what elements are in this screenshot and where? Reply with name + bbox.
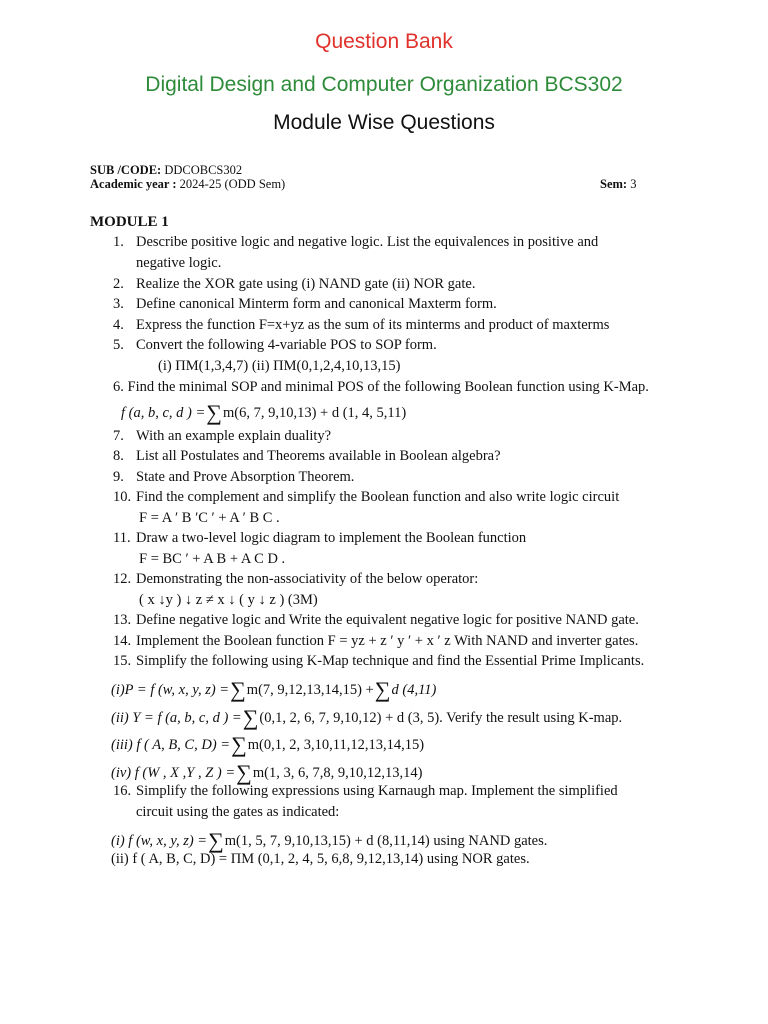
- q2-number: 2.: [113, 276, 124, 292]
- sem-line: [600, 177, 636, 192]
- q15-iv-rhs: m(1, 3, 6, 7,8, 9,10,12,13,14): [252, 765, 423, 781]
- q7-text: With an example explain duality?: [136, 428, 332, 444]
- q8-text: List all Postulates and Theorems available in Boolean algebra?: [136, 448, 501, 464]
- q1-number: 1.: [113, 234, 124, 250]
- q15-text: Simplify the following using K-Map technique and find the Essential Prime Implicants.: [136, 653, 645, 669]
- sigma-icon: ∑: [236, 760, 252, 785]
- q5-parts: (i) ΠM(1,3,4,7) (ii) ΠM(0,1,2,4,10,13,15): [158, 358, 401, 374]
- q13-number: 13.: [113, 612, 132, 628]
- q12-number: 12.: [113, 571, 132, 587]
- q12-text: Demonstrating the non-associativity of the below operator:: [136, 571, 479, 587]
- page-title: Question Bank: [315, 30, 453, 53]
- q1-text: Describe positive logic and negative logic. List the equivalences in positive and: [136, 234, 599, 250]
- sem-value: 3: [630, 177, 637, 191]
- q11-text: Draw a two-level logic diagram to implement the Boolean function: [136, 530, 527, 546]
- q4-text: Express the function F=x+yz as the sum of its minterms and product of maxterms: [136, 317, 610, 333]
- course-title: Digital Design and Computer Organization BCS302: [145, 73, 623, 96]
- q2-text: Realize the XOR gate using (i) NAND gate (ii) NOR gate.: [136, 276, 476, 292]
- q16-i-rhs: m(1, 5, 7, 9,10,13,15) + d (8,11,14) using NAND gates.: [224, 833, 548, 849]
- q11-expression: F = BC ′ + A B + A C D .: [139, 551, 286, 567]
- q3-text: Define canonical Minterm form and canonical Maxterm form.: [136, 296, 497, 312]
- q9-number: 9.: [113, 469, 124, 485]
- q6-lhs: f (a, b, c, d ) =: [121, 405, 206, 421]
- module-heading: MODULE 1: [90, 214, 169, 230]
- sigma-icon: ∑: [230, 677, 246, 702]
- q6-text: 6. Find the minimal SOP and minimal POS of the following Boolean function using K-Map.: [113, 379, 649, 395]
- q15-i-rhs: d (4,11): [391, 682, 437, 698]
- q15-part-i: [111, 677, 436, 703]
- q12-expression: ( x ↓y ) ↓ z ≠ x ↓ ( y ↓ z ) (3M): [139, 592, 318, 608]
- q16-part-ii: (ii) f ( A, B, C, D) = ΠM (0,1, 2, 4, 5, 6,8, 9,12,13,14) using NOR gates.: [111, 851, 530, 867]
- q16-number: 16.: [113, 783, 132, 799]
- q15-i-lhs: (i)P = f (w, x, y, z) =: [111, 682, 230, 698]
- academic-year-label: Academic year :: [90, 177, 177, 191]
- q8-number: 8.: [113, 448, 124, 464]
- q9-text: State and Prove Absorption Theorem.: [136, 469, 355, 485]
- sem-label: Sem:: [600, 177, 628, 191]
- q4-number: 4.: [113, 317, 124, 333]
- q16-text-cont: circuit using the gates as indicated:: [136, 804, 340, 820]
- sigma-icon: ∑: [242, 705, 259, 730]
- q10-number: 10.: [113, 489, 132, 505]
- q16-i-lhs: (i) f (w, x, y, z) =: [111, 833, 208, 849]
- q7-number: 7.: [113, 428, 124, 444]
- q15-i-mid: m(7, 9,12,13,14,15) +: [246, 682, 374, 698]
- q10-expression: F = A ′ B ′C ′ + A ′ B C .: [139, 510, 280, 526]
- sigma-icon: ∑: [208, 828, 224, 853]
- q15-ii-lhs: (ii) Y = f (a, b, c, d ) =: [111, 710, 242, 726]
- academic-year-value: 2024-25 (ODD Sem): [179, 177, 286, 191]
- q5-text: Convert the following 4-variable POS to SOP form.: [136, 337, 437, 353]
- q6-rhs: m(6, 7, 9,10,13) + d (1, 4, 5,11): [222, 405, 407, 421]
- sigma-icon: ∑: [231, 732, 247, 757]
- q15-iv-lhs: (iv) f (W , X ,Y , Z ) =: [111, 765, 236, 781]
- q15-iii-rhs: m(0,1, 2, 3,10,11,12,13,14,15): [247, 737, 425, 753]
- academic-year-line: [90, 177, 285, 192]
- q14-text: Implement the Boolean function F = yz + z ′ y ′ + x ′ z With NAND and inverter gates.: [136, 633, 639, 649]
- sub-code-value: DDCOBCS302: [164, 163, 243, 177]
- q15-number: 15.: [113, 653, 132, 669]
- q14-number: 14.: [113, 633, 132, 649]
- q3-number: 3.: [113, 296, 124, 312]
- q15-part-iii: [111, 732, 424, 758]
- q15-part-ii: [111, 705, 622, 731]
- sigma-icon: ∑: [374, 677, 391, 702]
- q11-number: 11.: [113, 530, 131, 546]
- q5-number: 5.: [113, 337, 124, 353]
- sub-code-line: [90, 163, 242, 178]
- q6-function: [121, 400, 406, 426]
- q15-iii-lhs: (iii) f ( A, B, C, D) =: [111, 737, 231, 753]
- sigma-icon: ∑: [206, 400, 222, 425]
- q15-ii-rhs: (0,1, 2, 6, 7, 9,10,12) + d (3, 5). Verify the result using K-map.: [259, 710, 623, 726]
- q13-text: Define negative logic and Write the equivalent negative logic for positive NAND gate.: [136, 612, 639, 628]
- q1-text-cont: negative logic.: [136, 255, 222, 271]
- q16-text: Simplify the following expressions using Karnaugh map. Implement the simplified: [136, 783, 618, 799]
- subtitle: Module Wise Questions: [273, 111, 495, 134]
- sub-code-label: SUB /CODE:: [90, 163, 162, 177]
- q10-text: Find the complement and simplify the Boolean function and also write logic circuit: [136, 489, 620, 505]
